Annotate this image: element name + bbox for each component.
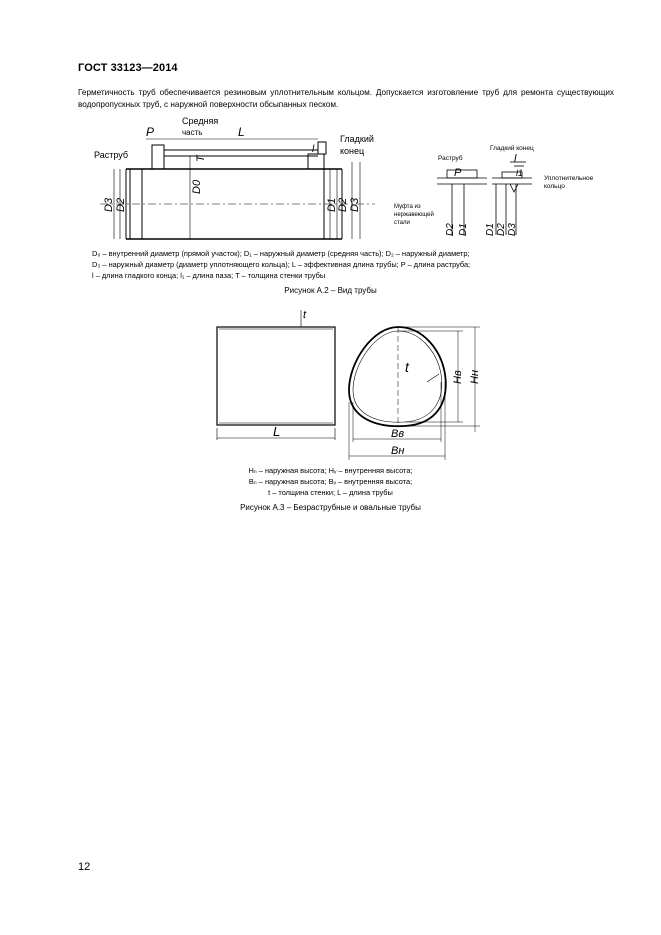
detail-d2-b: D2 [496,223,507,236]
detail-koltso: кольцо [544,183,565,190]
fig-a2-legend-3: l – длина гладкого конца; l₁ – длина паза; T – толщина стенки трубы [92,271,326,280]
detail-uplotnitelnoe: Уплотнительное [544,175,594,182]
fig-a3-legend-1: Hₙ – наружная высота; Hᵥ – внутренняя высота; [248,466,413,475]
detail-mufta-3: стали [394,220,410,226]
label-l-rect: L [273,424,281,439]
label-l-length: L [238,125,245,139]
intro-paragraph: Герметичность труб обеспечивается резиновым уплотнительным кольцом. Допускается изготовление труб для ремонта существующих водопропускных труб, с наружной поверхности обсыпанных песком. [78,88,614,109]
label-d2-right: D2 [337,197,349,212]
label-l-smooth: l [312,144,315,155]
label-gladkiy: Гладкий [340,134,374,144]
document-header: ГОСТ 33123—2014 [78,62,178,74]
label-konets: конец [340,146,365,156]
label-d2-left: D2 [115,197,127,212]
detail-d1-a: D1 [458,223,469,236]
label-t-oval: t [405,359,409,375]
joint-detail-drawing [392,140,612,240]
page-number: 12 [78,861,91,873]
label-t-wall: T [195,155,207,162]
label-srednyaya: Средняя [182,116,219,126]
label-d3-left: D3 [103,197,115,212]
label-hn: Hн [469,370,481,384]
detail-gladkiy-konets: Гладкий конец [490,145,534,152]
fig-a2-legend-2: D₃ – наружный диаметр (диаметр уплотняющего кольца); L – эффективная длина трубы; P – длина раструба; [92,260,471,269]
label-d0: D0 [191,179,203,194]
detail-d1-b: D1 [485,223,496,236]
detail-p: P [454,167,462,179]
fig-a2-legend-1: D₀ – внутренний диаметр (прямой участок); D₁ – наружный диаметр (средняя часть); D₂ – наружный диаметр; [92,249,470,258]
label-bv: Bв [391,428,405,440]
label-hv: Hв [452,370,464,384]
fig-a3-legend-3: t – толщина стенки; L – длина трубы [268,488,393,497]
label-t-top: t [303,309,307,321]
fig-a2-caption: Рисунок А.2 – Вид трубы [284,286,377,295]
pipe-view-drawing [90,112,380,247]
label-d1-right: D1 [326,197,338,212]
oval-pipe-drawing [205,302,490,465]
detail-d3-b: D3 [507,223,518,236]
detail-l: l [514,153,517,165]
detail-mufta-2: нержавеющей [394,212,434,218]
detail-d2-a: D2 [445,223,456,236]
label-p: P [146,125,155,139]
detail-rastrub: Раструб [438,155,463,162]
label-bn: Bн [391,445,405,457]
detail-mufta-1: Муфта из [394,204,421,210]
label-rastrub: Раструб [94,150,128,160]
detail-l1: l1 [516,168,524,178]
label-d3-right: D3 [349,197,361,212]
fig-a3-caption: Рисунок А.3 – Безраструбные и овальные трубы [240,503,421,512]
label-chast: часть [182,128,203,137]
fig-a3-legend-2: Bₙ – наружная высота; Bᵥ – внутренняя высота; [248,477,413,486]
